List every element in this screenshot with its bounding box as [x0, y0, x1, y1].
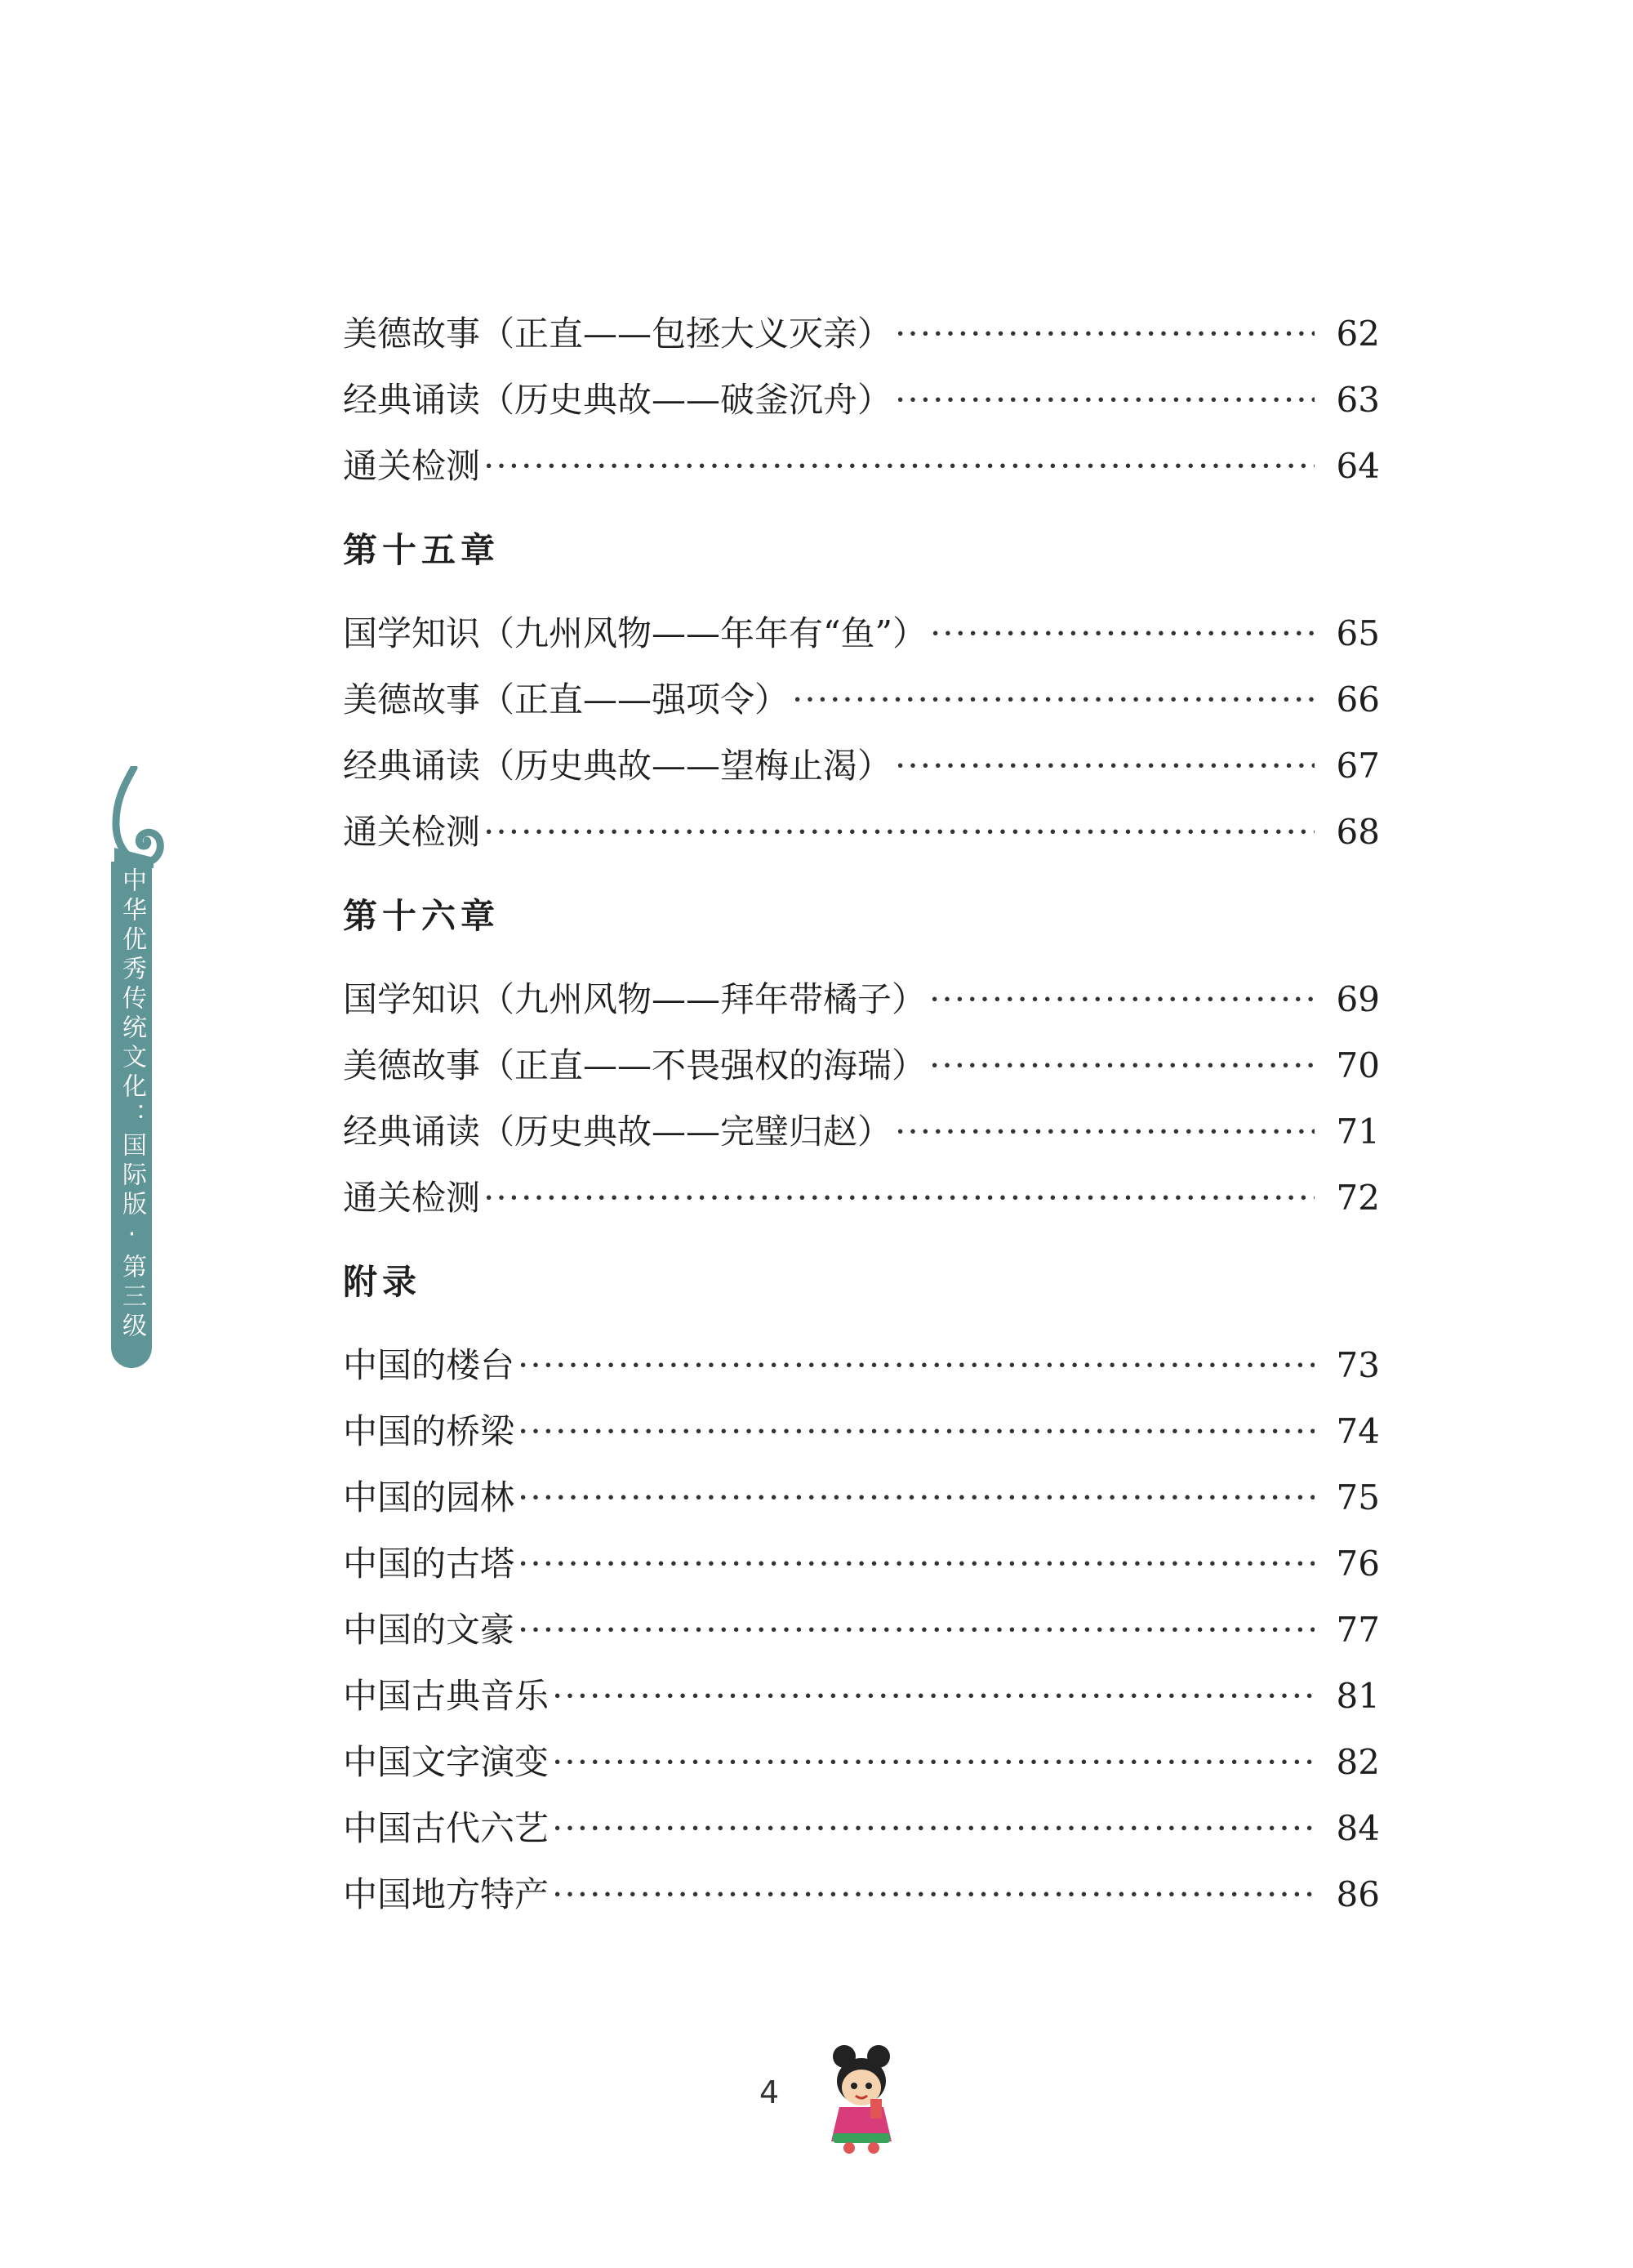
toc-entry-page: 67: [1336, 746, 1380, 786]
dot-leader: [518, 1332, 1315, 1398]
toc-entry[interactable]: [343, 1332, 1380, 1398]
toc-entry-page: 65: [1336, 613, 1380, 653]
toc-entry-title: 中国古代六艺: [343, 1808, 550, 1848]
side-tab-text: 中华优秀传统文化：国际版·第三级: [118, 867, 146, 1342]
dot-leader: [483, 433, 1315, 499]
toc-entry-title: 中国的桥梁: [343, 1411, 515, 1451]
toc-entry[interactable]: [343, 733, 1380, 799]
toc-entry[interactable]: [343, 1597, 1380, 1663]
toc-entry[interactable]: [343, 1729, 1380, 1795]
toc-entry[interactable]: [343, 1795, 1380, 1861]
toc-entry-title: 中国的古塔: [343, 1544, 515, 1584]
dot-leader: [518, 1597, 1315, 1663]
toc-entry[interactable]: [343, 966, 1380, 1032]
dot-leader: [792, 666, 1315, 733]
chapter-heading: 附录: [343, 1262, 422, 1302]
toc-entry-title: 美德故事（正直——强项令）: [343, 680, 790, 720]
dot-leader: [518, 1531, 1315, 1597]
toc-entry-title: 通关检测: [343, 446, 481, 486]
dot-leader: [552, 1795, 1315, 1861]
dot-leader: [552, 1663, 1315, 1729]
toc-entry-page: 84: [1336, 1808, 1380, 1848]
toc-entry-page: 69: [1336, 979, 1380, 1019]
toc-entry-title: 美德故事（正直——不畏强权的海瑞）: [343, 1045, 927, 1085]
toc-entry-title: 中国的文豪: [343, 1610, 515, 1650]
dot-leader: [895, 733, 1315, 799]
toc-entry-page: 75: [1336, 1477, 1380, 1517]
dot-leader: [895, 367, 1315, 433]
toc-entry-page: 81: [1336, 1676, 1380, 1716]
dot-leader: [929, 966, 1315, 1032]
dot-leader: [552, 1729, 1315, 1795]
toc-entry[interactable]: [343, 1098, 1380, 1165]
toc-entry-page: 71: [1336, 1112, 1380, 1152]
dot-leader: [483, 799, 1315, 865]
dot-leader: [552, 1861, 1315, 1927]
toc-entry[interactable]: [343, 1861, 1380, 1927]
toc-entry-title: 中国文字演变: [343, 1742, 550, 1782]
toc-entry-page: 74: [1336, 1411, 1380, 1451]
toc-entry-title: 国学知识（九州风物——年年有“鱼”）: [343, 613, 927, 653]
toc-entry[interactable]: [343, 799, 1380, 865]
toc-entry-page: 64: [1336, 446, 1380, 486]
toc-entry-title: 经典诵读（历史典故——完璧归赵）: [343, 1112, 892, 1152]
toc-entry-title: 中国的园林: [343, 1477, 515, 1517]
toc-entry-page: 68: [1336, 812, 1380, 852]
toc-entry-title: 美德故事（正直——包拯大义灭亲）: [343, 314, 892, 354]
toc-entry-page: 63: [1336, 380, 1380, 420]
cloud-scroll-ornament-icon: [101, 766, 167, 868]
toc-entry[interactable]: [343, 433, 1380, 499]
toc-entry-title: 中国古典音乐: [343, 1676, 550, 1716]
page-number: 4: [759, 2074, 780, 2110]
toc-entry-title: 通关检测: [343, 812, 481, 852]
dot-leader: [930, 600, 1315, 666]
toc-entry-page: 76: [1336, 1544, 1380, 1584]
dot-leader: [895, 301, 1315, 367]
girl-mascot-icon: [816, 2042, 906, 2156]
toc-entry[interactable]: [343, 1663, 1380, 1729]
chapter-heading: 第十六章: [343, 896, 501, 936]
toc-entry[interactable]: [343, 1464, 1380, 1531]
toc-entry[interactable]: [343, 301, 1380, 367]
toc-entry[interactable]: [343, 367, 1380, 433]
chapter-heading: 第十五章: [343, 530, 501, 570]
toc-entry[interactable]: [343, 1165, 1380, 1231]
toc-entry-title: 中国的楼台: [343, 1345, 515, 1385]
toc-entry-title: 经典诵读（历史典故——破釜沉舟）: [343, 380, 892, 420]
toc-entry[interactable]: [343, 600, 1380, 666]
dot-leader: [483, 1165, 1315, 1231]
toc-entry-title: 国学知识（九州风物——拜年带橘子）: [343, 979, 927, 1019]
toc-entry[interactable]: [343, 666, 1380, 733]
toc-entry-title: 经典诵读（历史典故——望梅止渴）: [343, 746, 892, 786]
toc-entry-page: 66: [1336, 680, 1380, 720]
toc-entry-page: 62: [1336, 314, 1380, 354]
toc-entry-page: 70: [1336, 1045, 1380, 1085]
table-of-contents: [343, 301, 1380, 1927]
toc-entry[interactable]: [343, 1398, 1380, 1464]
dot-leader: [518, 1464, 1315, 1531]
toc-entry[interactable]: [343, 1032, 1380, 1098]
dot-leader: [518, 1398, 1315, 1464]
toc-entry-page: 77: [1336, 1610, 1380, 1650]
toc-entry-title: 中国地方特产: [343, 1874, 550, 1914]
toc-entry-page: 82: [1336, 1742, 1380, 1782]
toc-entry-page: 86: [1336, 1874, 1380, 1914]
toc-entry-page: 73: [1336, 1345, 1380, 1385]
dot-leader: [895, 1098, 1315, 1165]
toc-entry-title: 通关检测: [343, 1178, 481, 1218]
dot-leader: [929, 1032, 1315, 1098]
toc-entry-page: 72: [1336, 1178, 1380, 1218]
toc-entry[interactable]: [343, 1531, 1380, 1597]
